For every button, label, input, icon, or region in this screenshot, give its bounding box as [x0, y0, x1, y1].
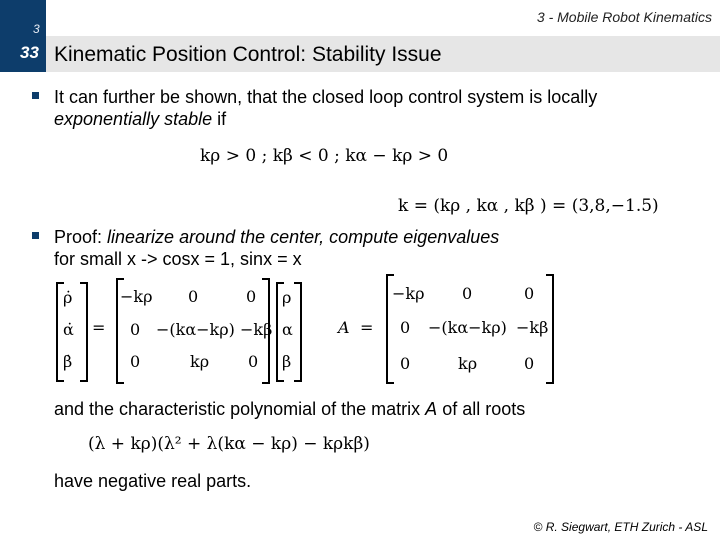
state-alpha: α: [282, 320, 293, 339]
m1-cell-10: 0: [130, 320, 141, 339]
state-beta-dot: β̇: [63, 352, 73, 371]
m1-cell-12: −kβ: [240, 320, 273, 339]
char-poly-text: [54, 398, 525, 420]
a-cell-01: 0: [462, 284, 473, 303]
m1-cell-21: kρ: [190, 352, 210, 371]
bullet-marker: [32, 232, 39, 239]
bullet-marker: [32, 92, 39, 99]
proof-line2: for small x -> cosx = 1, sinx = x: [54, 249, 302, 269]
state-rho-dot: ρ̇: [63, 288, 73, 307]
bracket-right: [294, 282, 302, 382]
state-alpha-dot: α̇: [63, 320, 74, 339]
char-poly-text-a: and the characteristic polynomial of the matrix: [54, 399, 426, 419]
m1-cell-02: 0: [246, 287, 257, 306]
bullet-1-rest: if: [212, 109, 227, 129]
gain-vector: k = (kρ , kα , kβ ) = (3,8,−1.5): [398, 196, 659, 216]
bullet-1-italic: exponentially stable: [54, 109, 213, 129]
m1-cell-20: 0: [130, 352, 141, 371]
a-cell-00: −kρ: [392, 284, 425, 303]
bullet-1: [54, 86, 694, 130]
a-cell-10: 0: [400, 318, 411, 337]
m1-cell-11: −(kα−kρ): [156, 320, 235, 339]
characteristic-polynomial: (λ + kρ)(λ² + λ(kα − kρ) − kρkβ): [88, 434, 370, 454]
a-cell-11: −(kα−kρ): [428, 318, 507, 337]
char-poly-text-c: of all roots: [437, 399, 526, 419]
stability-conditions: kρ > 0 ; kβ < 0 ; kα − kρ > 0: [200, 146, 449, 166]
chapter-small: 3: [33, 22, 40, 36]
m1-cell-22: 0: [248, 352, 259, 371]
chapter-title: 3 - Mobile Robot Kinematics: [536, 9, 712, 25]
slide-number-block: [0, 0, 46, 72]
proof-label: Proof:: [54, 227, 108, 247]
slide-number: 33: [20, 43, 39, 62]
bracket-right: [80, 282, 88, 382]
equals-sign: =: [360, 318, 374, 337]
bullet-2: [54, 226, 694, 270]
conclusion-text: have negative real parts.: [54, 471, 252, 491]
equals-sign: =: [92, 318, 106, 337]
state-rho: ρ: [282, 288, 292, 307]
a-cell-21: kρ: [458, 354, 478, 373]
a-cell-22: 0: [524, 354, 535, 373]
bullet-1-text: It can further be shown, that the closed loop control system is locally: [54, 87, 598, 107]
state-beta: β: [282, 352, 292, 371]
a-cell-02: 0: [524, 284, 535, 303]
title-band: [46, 36, 720, 72]
footer-copyright: © R. Siegwart, ETH Zurich - ASL: [533, 520, 708, 534]
char-poly-text-b: A: [425, 399, 438, 419]
m1-cell-00: −kρ: [120, 287, 153, 306]
a-cell-12: −kβ: [516, 318, 549, 337]
a-cell-20: 0: [400, 354, 411, 373]
slide-title: Kinematic Position Control: Stability Issue: [54, 43, 442, 66]
m1-cell-01: 0: [188, 287, 199, 306]
matrix-a-label: A: [338, 318, 350, 337]
proof-italic: linearize around the center, compute eigenvalues: [107, 227, 500, 247]
